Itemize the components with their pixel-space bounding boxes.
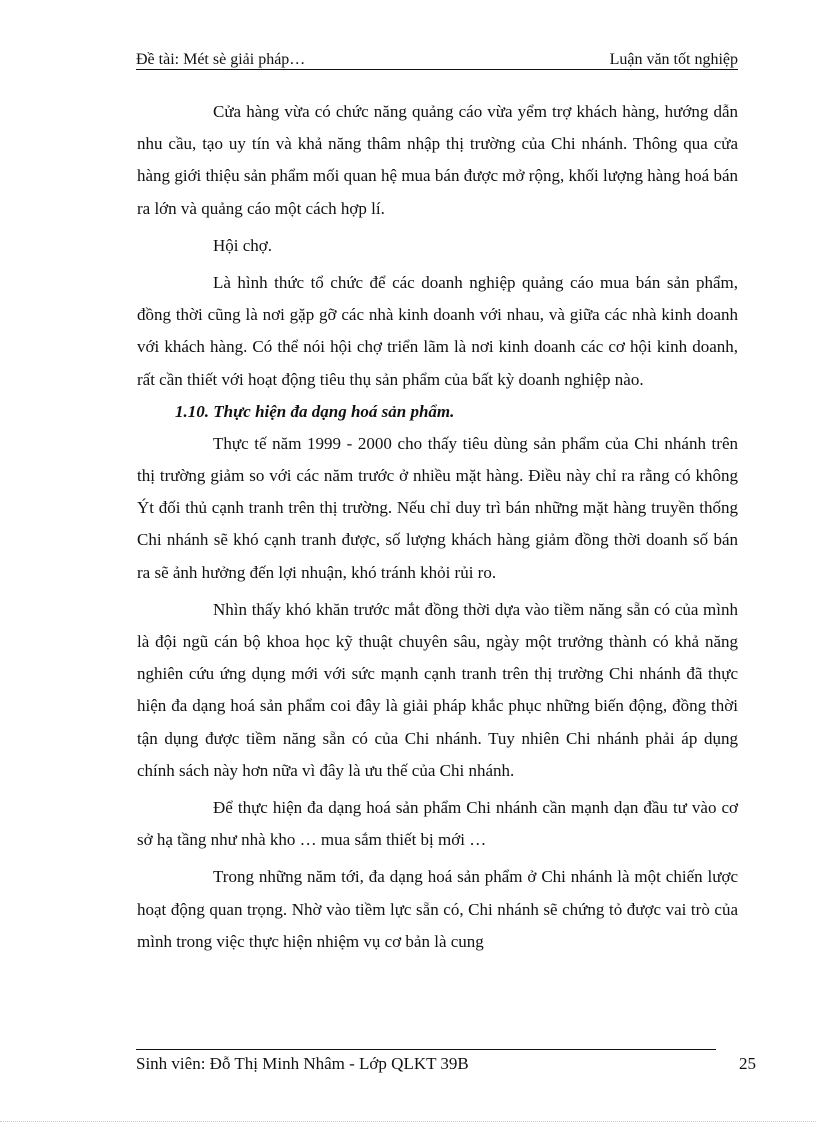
header-doc-type: Luận văn tốt nghiệp — [609, 51, 738, 68]
paragraph-fair-title: Hội chợ. — [213, 235, 273, 255]
paragraph-store: Cửa hàng vừa có chức năng quảng cáo vừa yểm trợ khách hàng, hướng dẫn nhu cầu, tạo uy tín và khả năng thâm nhập thị trường của Chi nhánh. Thông qua cửa hàng giới thiệu sản phẩm mối quan hệ mua bán được mở rộng, khối lượng hàng hoá bán ra lớn và quảng cáo một cách hợp lí. — [137, 102, 738, 218]
page-body — [137, 96, 738, 958]
paragraph-reality: Thực tế năm 1999 - 2000 cho thấy tiêu dùng sản phẩm của Chi nhánh trên thị trường giảm so với các năm trước ở nhiều mặt hàng. Điều này chỉ ra rằng có không Ýt đối thủ cạnh tranh trên thị trường. Nếu chỉ duy trì bán những mặt hàng truyền thống Chi nhánh sẽ khó cạnh tranh được, số lượng khách hàng giảm đồng thời doanh số bán ra sẽ ảnh hưởng đến lợi nhuận, khó tránh khỏi rủi ro. — [137, 433, 738, 582]
page-number: 25 — [739, 1054, 756, 1073]
page-bottom-border — [0, 1121, 816, 1122]
footer-rule — [136, 1049, 716, 1050]
paragraph-investment: Để thực hiện đa dạng hoá sản phẩm Chi nhánh cần mạnh dạn đầu tư vào cơ sở hạ tầng như nhà kho … mua sắm thiết bị mới … — [137, 798, 738, 850]
paragraph-strategy: Trong những năm tới, đa dạng hoá sản phẩm ở Chi nhánh là một chiến lược hoạt động quan trọng. Nhờ vào tiềm lực sẵn có, Chi nhánh sẽ chứng tỏ được vai trò của mình trong việc thực hiện nhiệm vụ cơ bản là cung — [137, 867, 738, 951]
paragraph-potential: Nhìn thấy khó khăn trước mắt đồng thời dựa vào tiềm năng sẵn có của mình là đội ngũ cán bộ khoa học kỹ thuật chuyên sâu, ngày một trưởng thành có khả năng nghiên cứu ứng dụng mới với sức mạnh cạnh tranh trên thị trường Chi nhánh đã thực hiện đa dạng hoá sản phẩm coi đây là giải pháp khắc phục những biến động, đồng thời tận dụng được tiềm năng sẵn có của Chi nhánh. Tuy nhiên Chi nhánh phải áp dụng chính sách này hơn nữa vì đây là ưu thế của Chi nhánh. — [137, 599, 738, 780]
header-topic: Đề tài: Mét sè giải pháp… — [136, 51, 306, 68]
section-heading: 1.10. Thực hiện đa dạng hoá sản phẩm. — [175, 401, 455, 421]
paragraph-fair: Là hình thức tổ chức để các doanh nghiệp quảng cáo mua bán sản phẩm, đồng thời cũng là nơi gặp gỡ các nhà kinh doanh với nhau, và giữa các nhà kinh doanh với khách hàng. Có thể nói hội chợ triển lãm là nơi kinh doanh các cơ hội kinh doanh, rất cần thiết với hoạt động tiêu thụ sản phẩm của bất kỳ doanh nghiệp nào. — [137, 273, 738, 389]
header-rule — [136, 69, 738, 70]
footer-student: Sinh viên: Đỗ Thị Minh Nhâm - Lớp QLKT 39B — [136, 1054, 469, 1073]
